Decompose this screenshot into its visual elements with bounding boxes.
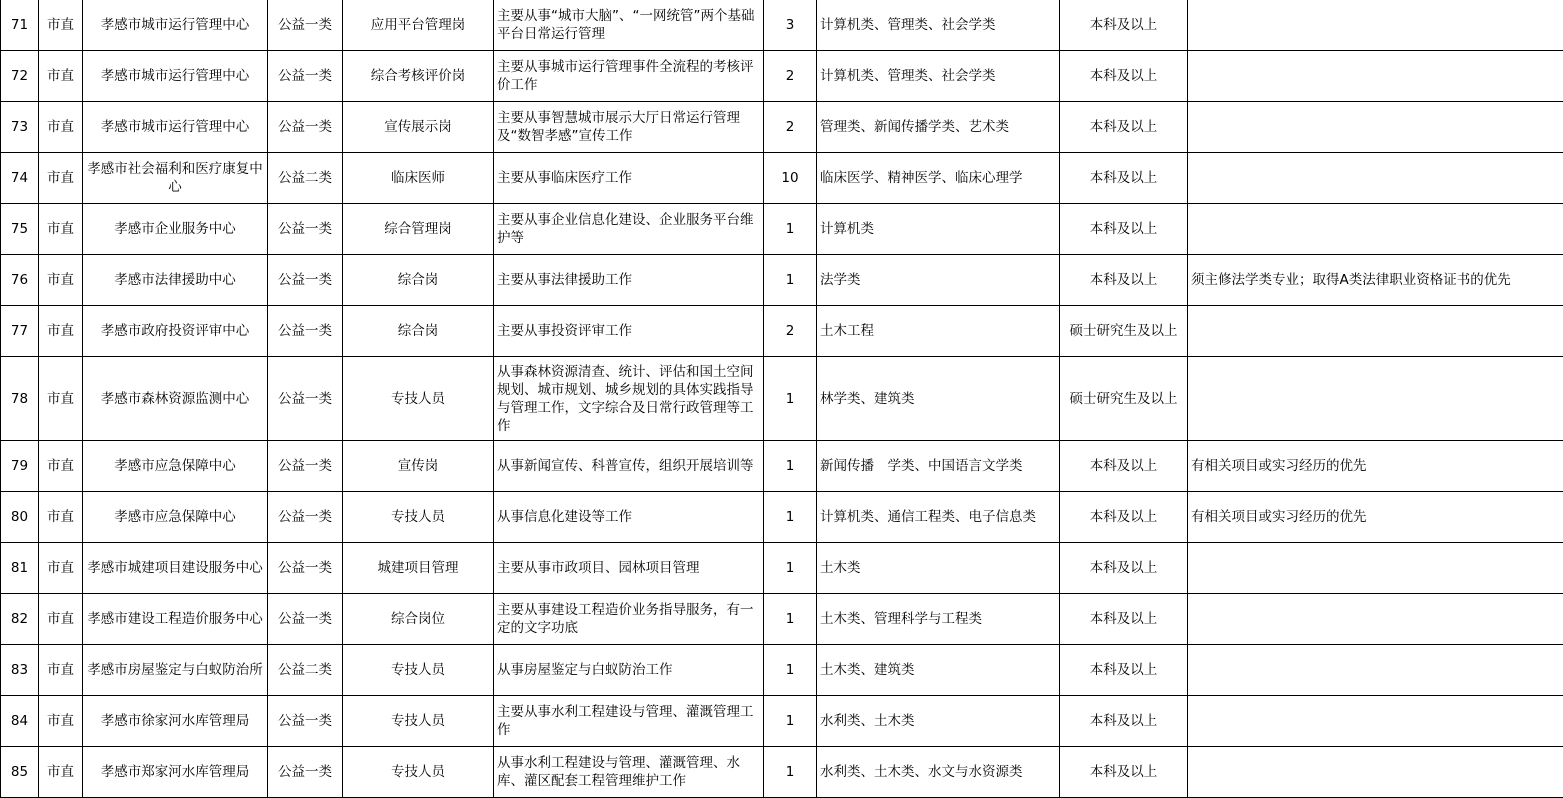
- table-row: [1, 102, 1563, 153]
- education-cell: 本科及以上: [1060, 492, 1188, 543]
- major-cell: 计算机类: [817, 204, 1060, 255]
- unit-cell: 孝感市应急保障中心: [83, 492, 268, 543]
- row-number: 84: [1, 696, 39, 747]
- major-cell: 临床医学、精神医学、临床心理学: [817, 153, 1060, 204]
- row-number: 82: [1, 594, 39, 645]
- category-cell: 公益一类: [268, 747, 343, 798]
- major-cell: 新闻传播 学类、中国语言文学类: [817, 441, 1060, 492]
- unit-cell: 孝感市应急保障中心: [83, 441, 268, 492]
- other-cell: [1188, 51, 1563, 102]
- major-cell: 水利类、土木类: [817, 696, 1060, 747]
- education-cell: 本科及以上: [1060, 594, 1188, 645]
- duty-cell: 从事信息化建设等工作: [494, 492, 764, 543]
- count-cell: 1: [764, 441, 817, 492]
- education-cell: 本科及以上: [1060, 0, 1188, 51]
- row-number: 80: [1, 492, 39, 543]
- count-cell: 2: [764, 306, 817, 357]
- row-number: 78: [1, 357, 39, 441]
- position-cell: 综合岗位: [343, 594, 494, 645]
- major-cell: 计算机类、管理类、社会学类: [817, 51, 1060, 102]
- other-cell: [1188, 306, 1563, 357]
- category-cell: 公益二类: [268, 153, 343, 204]
- count-cell: 1: [764, 594, 817, 645]
- position-cell: 临床医师: [343, 153, 494, 204]
- level-cell: 市直: [39, 357, 83, 441]
- row-number: 76: [1, 255, 39, 306]
- position-cell: 宣传岗: [343, 441, 494, 492]
- unit-cell: 孝感市森林资源监测中心: [83, 357, 268, 441]
- duty-cell: 主要从事建设工程造价业务指导服务，有一定的文字功底: [494, 594, 764, 645]
- count-cell: 2: [764, 102, 817, 153]
- major-cell: 土木类、管理科学与工程类: [817, 594, 1060, 645]
- education-cell: 本科及以上: [1060, 204, 1188, 255]
- level-cell: 市直: [39, 204, 83, 255]
- row-number: 81: [1, 543, 39, 594]
- level-cell: 市直: [39, 255, 83, 306]
- unit-cell: 孝感市城市运行管理中心: [83, 0, 268, 51]
- position-cell: 综合岗: [343, 255, 494, 306]
- duty-cell: 从事新闻宣传、科普宣传，组织开展培训等: [494, 441, 764, 492]
- row-number: 85: [1, 747, 39, 798]
- position-cell: 综合岗: [343, 306, 494, 357]
- unit-cell: 孝感市城市运行管理中心: [83, 51, 268, 102]
- table-row: [1, 747, 1563, 798]
- other-cell: 有相关项目或实习经历的优先: [1188, 492, 1563, 543]
- table-row: [1, 696, 1563, 747]
- level-cell: 市直: [39, 153, 83, 204]
- duty-cell: 主要从事投资评审工作: [494, 306, 764, 357]
- duty-cell: 主要从事水利工程建设与管理、灌溉管理工作: [494, 696, 764, 747]
- category-cell: 公益一类: [268, 696, 343, 747]
- education-cell: 本科及以上: [1060, 441, 1188, 492]
- major-cell: 土木工程: [817, 306, 1060, 357]
- other-cell: [1188, 747, 1563, 798]
- other-cell: [1188, 696, 1563, 747]
- duty-cell: 从事房屋鉴定与白蚁防治工作: [494, 645, 764, 696]
- position-cell: 专技人员: [343, 357, 494, 441]
- level-cell: 市直: [39, 441, 83, 492]
- row-number: 75: [1, 204, 39, 255]
- other-cell: [1188, 153, 1563, 204]
- row-number: 73: [1, 102, 39, 153]
- level-cell: 市直: [39, 594, 83, 645]
- education-cell: 本科及以上: [1060, 153, 1188, 204]
- table-row: [1, 441, 1563, 492]
- unit-cell: 孝感市社会福利和医疗康复中心: [83, 153, 268, 204]
- row-number: 77: [1, 306, 39, 357]
- table-row: [1, 153, 1563, 204]
- position-cell: 综合考核评价岗: [343, 51, 494, 102]
- category-cell: 公益二类: [268, 645, 343, 696]
- position-cell: 综合管理岗: [343, 204, 494, 255]
- table-row: [1, 594, 1563, 645]
- position-cell: 应用平台管理岗: [343, 0, 494, 51]
- other-cell: [1188, 645, 1563, 696]
- major-cell: 计算机类、通信工程类、电子信息类: [817, 492, 1060, 543]
- level-cell: 市直: [39, 0, 83, 51]
- education-cell: 本科及以上: [1060, 543, 1188, 594]
- category-cell: 公益一类: [268, 0, 343, 51]
- table-row: [1, 0, 1563, 51]
- category-cell: 公益一类: [268, 441, 343, 492]
- unit-cell: 孝感市徐家河水库管理局: [83, 696, 268, 747]
- duty-cell: 主要从事城市运行管理事件全流程的考核评价工作: [494, 51, 764, 102]
- other-cell: [1188, 543, 1563, 594]
- position-cell: 城建项目管理: [343, 543, 494, 594]
- major-cell: 法学类: [817, 255, 1060, 306]
- education-cell: 硕士研究生及以上: [1060, 357, 1188, 441]
- count-cell: 1: [764, 543, 817, 594]
- unit-cell: 孝感市企业服务中心: [83, 204, 268, 255]
- other-cell: [1188, 102, 1563, 153]
- count-cell: 1: [764, 255, 817, 306]
- category-cell: 公益一类: [268, 357, 343, 441]
- duty-cell: 从事森林资源清查、统计、评估和国土空间规划、城市规划、城乡规划的具体实践指导与管理工作，文字综合及日常行政管理等工作: [494, 357, 764, 441]
- count-cell: 2: [764, 51, 817, 102]
- level-cell: 市直: [39, 543, 83, 594]
- count-cell: 3: [764, 0, 817, 51]
- duty-cell: 主要从事智慧城市展示大厅日常运行管理及“数智孝感”宣传工作: [494, 102, 764, 153]
- duty-cell: 主要从事市政项目、园林项目管理: [494, 543, 764, 594]
- education-cell: 本科及以上: [1060, 747, 1188, 798]
- duty-cell: 主要从事企业信息化建设、企业服务平台维护等: [494, 204, 764, 255]
- row-number: 74: [1, 153, 39, 204]
- duty-cell: 主要从事法律援助工作: [494, 255, 764, 306]
- unit-cell: 孝感市城建项目建设服务中心: [83, 543, 268, 594]
- category-cell: 公益一类: [268, 51, 343, 102]
- row-number: 83: [1, 645, 39, 696]
- level-cell: 市直: [39, 102, 83, 153]
- table-body: [1, 0, 1563, 798]
- education-cell: 本科及以上: [1060, 51, 1188, 102]
- category-cell: 公益一类: [268, 594, 343, 645]
- unit-cell: 孝感市城市运行管理中心: [83, 102, 268, 153]
- major-cell: 土木类: [817, 543, 1060, 594]
- table-row: [1, 357, 1563, 441]
- unit-cell: 孝感市政府投资评审中心: [83, 306, 268, 357]
- unit-cell: 孝感市建设工程造价服务中心: [83, 594, 268, 645]
- count-cell: 1: [764, 357, 817, 441]
- position-cell: 专技人员: [343, 747, 494, 798]
- position-cell: 专技人员: [343, 645, 494, 696]
- row-number: 72: [1, 51, 39, 102]
- education-cell: 本科及以上: [1060, 255, 1188, 306]
- major-cell: 计算机类、管理类、社会学类: [817, 0, 1060, 51]
- table-row: [1, 255, 1563, 306]
- table-row: [1, 543, 1563, 594]
- duty-cell: 从事水利工程建设与管理、灌溉管理、水库、灌区配套工程管理维护工作: [494, 747, 764, 798]
- unit-cell: 孝感市法律援助中心: [83, 255, 268, 306]
- other-cell: 有相关项目或实习经历的优先: [1188, 441, 1563, 492]
- table-row: [1, 306, 1563, 357]
- count-cell: 1: [764, 645, 817, 696]
- table-row: [1, 492, 1563, 543]
- other-cell: [1188, 0, 1563, 51]
- duty-cell: 主要从事“城市大脑”、“一网统管”两个基础平台日常运行管理: [494, 0, 764, 51]
- other-cell: 须主修法学类专业；取得A类法律职业资格证书的优先: [1188, 255, 1563, 306]
- education-cell: 本科及以上: [1060, 102, 1188, 153]
- duty-cell: 主要从事临床医疗工作: [494, 153, 764, 204]
- education-cell: 本科及以上: [1060, 696, 1188, 747]
- category-cell: 公益一类: [268, 102, 343, 153]
- education-cell: 本科及以上: [1060, 645, 1188, 696]
- count-cell: 10: [764, 153, 817, 204]
- position-cell: 宣传展示岗: [343, 102, 494, 153]
- unit-cell: 孝感市房屋鉴定与白蚁防治所: [83, 645, 268, 696]
- position-cell: 专技人员: [343, 696, 494, 747]
- other-cell: [1188, 204, 1563, 255]
- category-cell: 公益一类: [268, 255, 343, 306]
- unit-cell: 孝感市郑家河水库管理局: [83, 747, 268, 798]
- category-cell: 公益一类: [268, 306, 343, 357]
- level-cell: 市直: [39, 306, 83, 357]
- table-row: [1, 51, 1563, 102]
- table-row: [1, 204, 1563, 255]
- row-number: 79: [1, 441, 39, 492]
- category-cell: 公益一类: [268, 204, 343, 255]
- category-cell: 公益一类: [268, 543, 343, 594]
- level-cell: 市直: [39, 645, 83, 696]
- major-cell: 水利类、土木类、水文与水资源类: [817, 747, 1060, 798]
- education-cell: 硕士研究生及以上: [1060, 306, 1188, 357]
- count-cell: 1: [764, 747, 817, 798]
- major-cell: 管理类、新闻传播学类、艺术类: [817, 102, 1060, 153]
- level-cell: 市直: [39, 492, 83, 543]
- other-cell: [1188, 594, 1563, 645]
- level-cell: 市直: [39, 51, 83, 102]
- count-cell: 1: [764, 204, 817, 255]
- level-cell: 市直: [39, 747, 83, 798]
- table-row: [1, 645, 1563, 696]
- other-cell: [1188, 357, 1563, 441]
- level-cell: 市直: [39, 696, 83, 747]
- category-cell: 公益一类: [268, 492, 343, 543]
- count-cell: 1: [764, 492, 817, 543]
- major-cell: 土木类、建筑类: [817, 645, 1060, 696]
- major-cell: 林学类、建筑类: [817, 357, 1060, 441]
- position-cell: 专技人员: [343, 492, 494, 543]
- row-number: 71: [1, 0, 39, 51]
- count-cell: 1: [764, 696, 817, 747]
